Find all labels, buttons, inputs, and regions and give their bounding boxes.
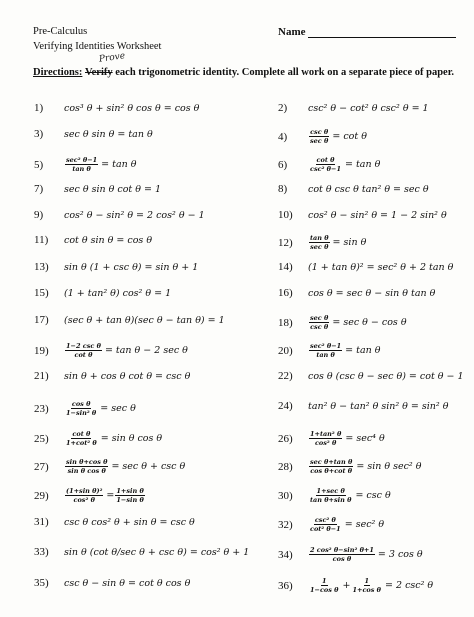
problem-number: 21): [34, 370, 49, 382]
problem-item: [278, 458, 421, 475]
problem-item: [34, 209, 205, 221]
problem-item: [278, 342, 381, 359]
problem-expression: (1 + tan θ)² = sec² θ + 2 tan θ: [308, 261, 454, 273]
problem-item: [278, 516, 384, 533]
fraction: [65, 487, 103, 504]
expression-text: = sec² θ: [344, 519, 385, 530]
fraction-numerator: sec² θ−1: [310, 342, 342, 350]
fraction-numerator: 1: [364, 577, 370, 585]
expression-text: = sec⁴ θ: [345, 433, 385, 444]
expression-text: = csc θ: [355, 490, 391, 501]
problem-number: 28): [278, 460, 293, 473]
directions-text: each trigonometric identity. Complete all work on a separate piece of paper.: [115, 67, 455, 78]
course-title: Pre-Calculus: [33, 26, 88, 37]
problem-number: 3): [34, 128, 44, 140]
problem-number: 26): [278, 432, 293, 445]
fraction: [309, 546, 375, 563]
problem-item: [278, 400, 448, 412]
problem-expression: cos³ θ + sin² θ cos θ = cos θ: [64, 102, 200, 114]
problem-number: 30): [278, 489, 293, 502]
fraction: [65, 430, 98, 447]
expression-text: = cot θ: [332, 131, 367, 142]
fraction-numerator: sec θ: [310, 314, 329, 322]
fraction: [309, 516, 342, 533]
problem-item: [34, 102, 199, 114]
fraction-denominator: cos² θ: [314, 439, 337, 447]
problem-expression: tan² θ − tan² θ sin² θ = sin² θ: [308, 400, 449, 412]
fraction-denominator: cos θ+cot θ: [310, 467, 353, 475]
fraction-denominator: csc θ: [310, 323, 329, 331]
problem-item: [278, 156, 380, 173]
problem-number: 14): [278, 261, 293, 273]
fraction-numerator: csc θ: [310, 128, 329, 136]
problem-number: 11): [34, 234, 49, 246]
fraction-denominator: cos² θ: [73, 496, 95, 504]
expression-text: = tan θ − 2 sec θ: [104, 345, 188, 356]
problem-item: [34, 516, 195, 528]
fraction-denominator: tan θ: [72, 165, 91, 173]
problem-expression: sec θ sin θ = tan θ: [64, 128, 153, 140]
problem-expression: [308, 458, 421, 475]
problem-item: [34, 287, 171, 299]
fraction: [309, 342, 342, 359]
problem-expression: [308, 314, 407, 331]
problem-item: [278, 577, 433, 594]
problem-number: 2): [278, 102, 288, 114]
fraction-numerator: tan θ: [310, 234, 329, 242]
problem-expression: csc² θ − cot² θ csc² θ = 1: [308, 102, 429, 114]
fraction: [65, 342, 102, 359]
fraction-numerator: sin θ+cos θ: [66, 458, 108, 466]
fraction: [352, 577, 383, 594]
problem-expression: cos² θ − sin² θ = 1 − 2 sin² θ: [308, 209, 447, 221]
problem-item: [34, 261, 198, 273]
fraction-numerator: 1+sin θ: [116, 487, 144, 495]
problem-expression: [308, 342, 381, 359]
problem-expression: (sec θ + tan θ)(sec θ − tan θ) = 1: [64, 314, 225, 326]
problem-expression: sin θ (1 + csc θ) = sin θ + 1: [64, 261, 199, 273]
problem-number: 18): [278, 316, 293, 329]
fraction-denominator: sec θ: [310, 243, 329, 251]
expression-text: = sin θ: [332, 237, 367, 248]
fraction-numerator: cos θ: [71, 400, 91, 408]
problem-number: 9): [34, 209, 44, 221]
expression-text: = 3 cos θ: [377, 549, 423, 560]
problem-item: [34, 183, 161, 195]
problem-item: [34, 234, 152, 246]
problem-number: 22): [278, 370, 293, 382]
problem-number: 31): [34, 516, 49, 528]
problem-item: [278, 234, 366, 251]
problem-item: [34, 458, 185, 475]
problem-item: [34, 487, 146, 504]
problem-number: 16): [278, 287, 293, 299]
problem-list: [0, 94, 474, 614]
problem-expression: sin θ (cot θ/sec θ + csc θ) = cos² θ + 1: [64, 546, 250, 558]
problem-number: 7): [34, 183, 44, 195]
fraction: [309, 234, 330, 251]
problem-number: 15): [34, 287, 49, 299]
expression-text: = sec θ − cos θ: [332, 317, 407, 328]
problem-number: 4): [278, 130, 288, 143]
expression-text: =: [106, 490, 115, 501]
fraction: [309, 156, 342, 173]
fraction-denominator: tan θ+sin θ: [310, 496, 352, 504]
expression-text: = sin θ cos θ: [100, 433, 163, 444]
fraction: [309, 430, 342, 447]
problem-expression: [308, 128, 367, 145]
problem-item: [278, 209, 447, 221]
fraction-denominator: 1+cot² θ: [66, 439, 97, 447]
problem-expression: cot θ csc θ tan² θ = sec θ: [308, 183, 429, 195]
problem-item: [34, 400, 136, 417]
problem-expression: [308, 516, 384, 533]
problem-expression: cos θ (csc θ − sec θ) = cot θ − 1: [308, 370, 464, 382]
problem-item: [34, 342, 188, 359]
fraction: [309, 577, 340, 594]
fraction: [115, 487, 144, 504]
handwritten-note: Prove: [98, 51, 126, 65]
fraction: [309, 128, 329, 145]
problem-item: [278, 183, 429, 195]
problem-number: 23): [34, 402, 49, 415]
problem-expression: [308, 234, 366, 251]
name-line: [308, 37, 456, 38]
fraction: [309, 458, 353, 475]
fraction-numerator: cot θ: [316, 156, 335, 164]
problem-item: [278, 487, 391, 504]
problem-number: 29): [34, 489, 49, 502]
fraction-denominator: 1+cos θ: [352, 586, 382, 594]
problem-number: 27): [34, 460, 49, 473]
problem-number: 35): [34, 577, 49, 589]
problem-item: [278, 261, 453, 273]
fraction-numerator: cot θ: [72, 430, 91, 438]
name-label: Name: [278, 26, 306, 38]
problem-expression: [64, 342, 188, 359]
problem-item: [278, 287, 435, 299]
fraction: [309, 314, 329, 331]
problem-expression: [308, 487, 391, 504]
problem-item: [34, 314, 225, 326]
fraction-numerator: csc² θ: [314, 516, 336, 524]
problem-item: [278, 370, 464, 382]
problem-item: [34, 156, 137, 173]
fraction-numerator: 1+sec θ: [316, 487, 345, 495]
expression-text: = 2 csc² θ: [385, 580, 434, 591]
problem-expression: sin θ + cos θ cot θ = csc θ: [64, 370, 191, 382]
fraction-numerator: 2 cos² θ−sin² θ+1: [310, 546, 374, 554]
fraction-numerator: sec² θ−1: [66, 156, 98, 164]
problem-expression: [64, 487, 146, 504]
fraction-denominator: cot² θ−1: [310, 525, 341, 533]
fraction: [65, 400, 97, 417]
problem-number: 13): [34, 261, 49, 273]
problem-number: 32): [278, 518, 293, 531]
problem-expression: [64, 156, 137, 173]
problem-number: 20): [278, 344, 293, 357]
problem-number: 24): [278, 400, 293, 412]
problem-number: 10): [278, 209, 293, 221]
worksheet-title: Verifying Identities Worksheet: [33, 41, 162, 52]
problem-number: 33): [34, 546, 49, 558]
problem-expression: [308, 546, 423, 563]
problem-expression: (1 + tan² θ) cos² θ = 1: [64, 287, 172, 299]
fraction-numerator: sec θ+tan θ: [310, 458, 353, 466]
problem-number: 19): [34, 344, 49, 357]
fraction: [309, 487, 352, 504]
fraction-denominator: 1−cos θ: [310, 586, 339, 594]
problem-number: 34): [278, 548, 293, 561]
problem-item: [34, 128, 153, 140]
fraction-numerator: 1+tan² θ: [310, 430, 342, 438]
directions: [33, 66, 458, 80]
problem-expression: [64, 458, 185, 475]
problem-expression: sec θ sin θ cot θ = 1: [64, 183, 162, 195]
directions-label: Directions:: [33, 67, 83, 78]
expression-text: = sec θ + csc θ: [111, 461, 186, 472]
expression-text: = tan θ: [345, 345, 381, 356]
expression-text: = sec θ: [100, 403, 136, 414]
problem-expression: csc θ − sin θ = cot θ cos θ: [64, 577, 191, 589]
problem-expression: [308, 577, 433, 594]
fraction: [65, 458, 108, 475]
problem-item: [34, 430, 162, 447]
problem-number: 17): [34, 314, 49, 326]
fraction-numerator: 1−2 csc θ: [66, 342, 101, 350]
fraction: [65, 156, 98, 173]
expression-text: = sin θ sec² θ: [356, 461, 422, 472]
fraction-denominator: cos θ: [332, 555, 352, 563]
fraction-denominator: cot θ: [74, 351, 93, 359]
problem-number: 36): [278, 579, 293, 592]
problem-item: [278, 314, 407, 331]
problem-item: [278, 102, 429, 114]
problem-item: [34, 370, 190, 382]
problem-expression: cot θ sin θ = cos θ: [64, 234, 153, 246]
problem-expression: csc θ cos² θ + sin θ = csc θ: [64, 516, 195, 528]
problem-number: 25): [34, 432, 49, 445]
problem-number: 5): [34, 158, 44, 171]
fraction-denominator: 1−sin θ: [116, 496, 144, 504]
problem-item: [34, 577, 190, 589]
problem-item: [278, 128, 367, 145]
fraction-numerator: (1+sin θ)²: [66, 487, 103, 495]
problem-item: [34, 546, 249, 558]
expression-text: = tan θ: [101, 159, 137, 170]
problem-item: [278, 430, 385, 447]
fraction-denominator: sec θ: [310, 137, 329, 145]
expression-text: +: [342, 580, 351, 591]
problem-expression: cos² θ − sin² θ = 2 cos² θ − 1: [64, 209, 205, 221]
problem-number: 8): [278, 183, 288, 195]
problem-number: 6): [278, 158, 288, 171]
problem-item: [278, 546, 423, 563]
problem-number: 1): [34, 102, 44, 114]
fraction-denominator: 1−sin² θ: [66, 409, 97, 417]
fraction-denominator: csc² θ−1: [310, 165, 341, 173]
directions-struck-word: Verify: [85, 67, 113, 78]
problem-expression: cos θ = sec θ − sin θ tan θ: [308, 287, 436, 299]
problem-expression: [308, 430, 385, 447]
fraction-numerator: 1: [322, 577, 327, 585]
problem-number: 12): [278, 236, 293, 249]
problem-expression: [64, 430, 162, 447]
fraction-denominator: sin θ cos θ: [67, 467, 106, 475]
expression-text: = tan θ: [345, 159, 381, 170]
problem-expression: [64, 400, 136, 417]
fraction-denominator: tan θ: [316, 351, 335, 359]
problem-expression: [308, 156, 380, 173]
